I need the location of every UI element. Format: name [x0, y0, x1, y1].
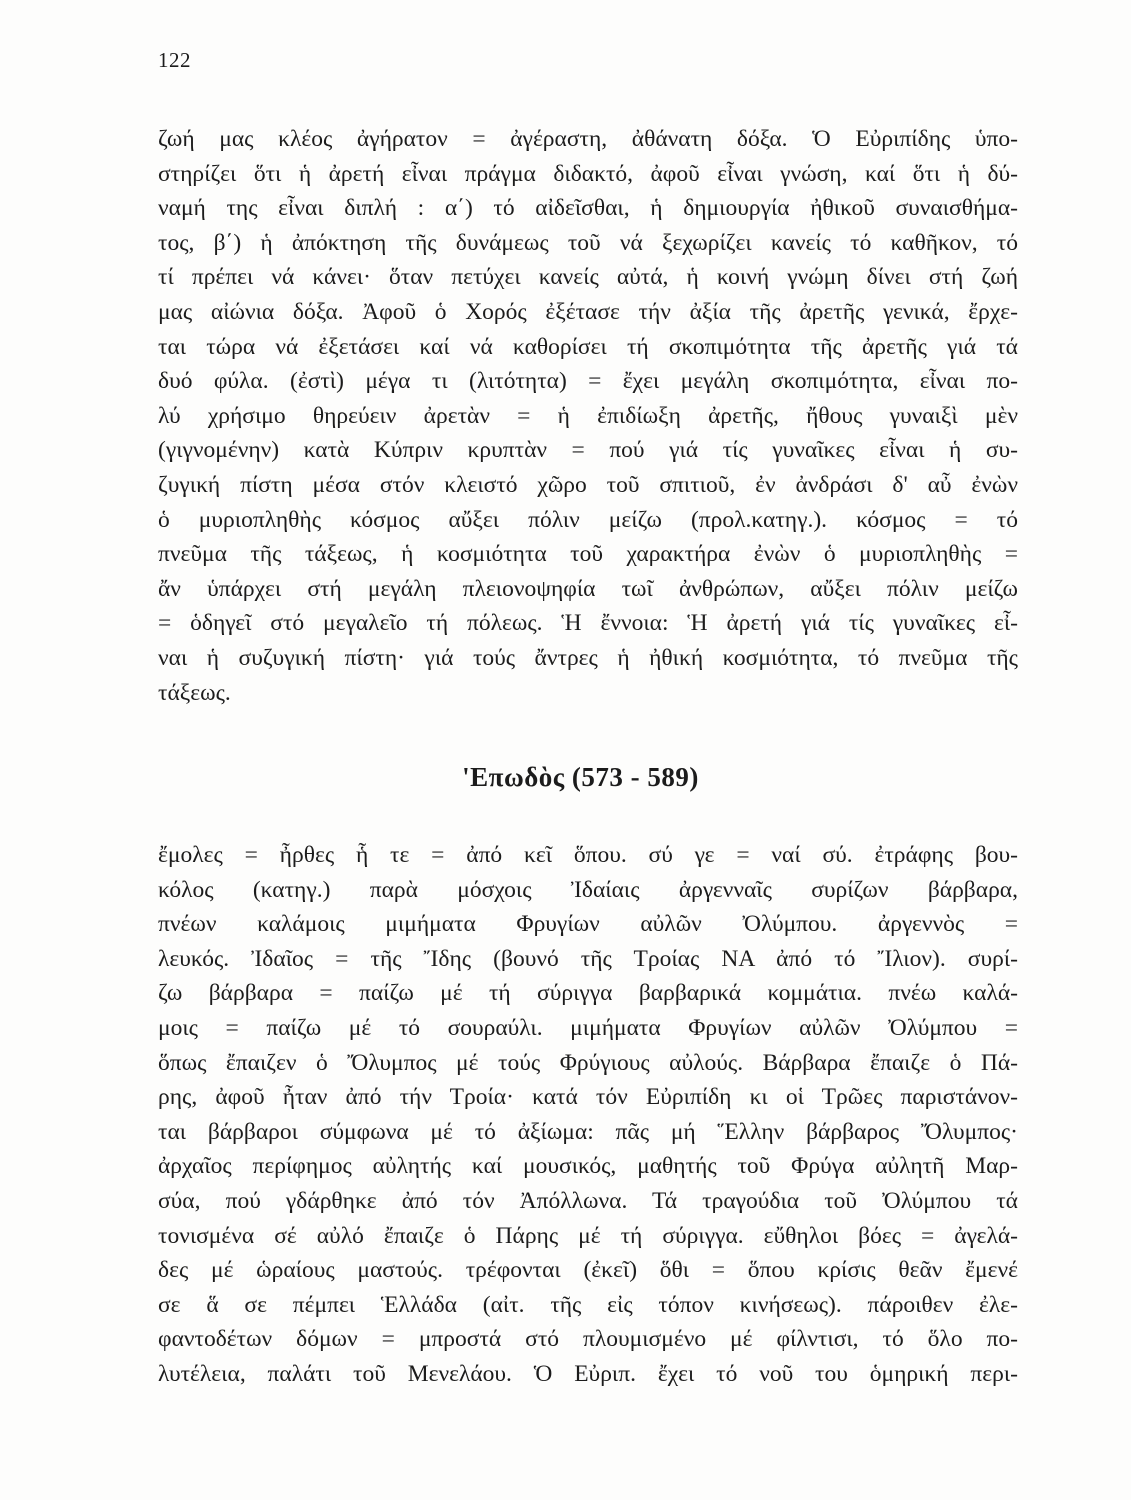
text-line: ναμή της εἶναι διπλή : α΄) τό αἰδεῖσθαι, ἡ δημιουργία ἠθικοῦ συναισθήμα- [158, 195, 1018, 222]
section-heading-text: 'Επωδὸς (573 - 589) [462, 762, 699, 792]
text-line: ἔμολες = ἦρθες ἧ τε = ἀπό κεῖ ὅπου. σύ γε = ναί σύ. ἐτράφης βου- [158, 842, 1018, 868]
text-line: πνέων καλάμοις μιμήματα Φρυγίων αὐλῶν Ὀλύμπου. ἀργεννὸς = [158, 911, 1018, 938]
text-line: φαντοδέτων δόμων = μπροστά στό πλουμισμένο μέ φίλντισι, τό ὅλο πο- [158, 1326, 1018, 1353]
text-line: λευκός. Ἰδαῖος = τῆς Ἴδης (βουνό τῆς Τροίας ΝΑ ἀπό τό Ἴλιον). συρί- [158, 945, 1018, 972]
text-line: ναι ἡ συζυγική πίστη· γιά τούς ἄντρες ἡ ἠθική κοσμιότητα, τό πνεῦμα τῆς [158, 644, 1018, 671]
text-line: ὅπως ἔπαιζεν ὁ Ὄλυμπος μέ τούς Φρύγιους αὐλούς. Βάρβαρα ἔπαιζε ὁ Πά- [158, 1049, 1018, 1076]
text-line: = ὁδηγεῖ στό μεγαλεῖο τή πόλεως. Ἡ ἔννοια: Ἡ ἀρετή γιά τίς γυναῖκες εἶ- [158, 610, 1018, 637]
text-line: τος, β΄) ἡ ἀπόκτηση τῆς δυνάμεως τοῦ νά ξεχωρίζει κανείς τό καθῆκον, τό [158, 229, 1018, 256]
text-line: ζω βάρβαρα = παίζω μέ τή σύριγγα βαρβαρικά κομμάτια. πνέω καλά- [158, 980, 1018, 1007]
text-line: κόλος (κατηγ.) παρὰ μόσχοις Ἰδαίαις ἀργενναῖς συρίζων βάρβαρα, [158, 876, 1018, 903]
text-line: δες μέ ὡραίους μαστούς. τρέφονται (ἐκεῖ) ὅθι = ὅπου κρίσις θεᾶν ἔμενέ [158, 1257, 1018, 1284]
text-line: μοις = παίζω μέ τό σουραύλι. μιμήματα Φρυγίων αὐλῶν Ὀλύμπου = [158, 1014, 1018, 1041]
page-number: 122 [158, 48, 191, 72]
text-line: ἀρχαῖος περίφημος αὐλητής καί μουσικός, μαθητής τοῦ Φρύγα αὐλητῆ Μαρ- [158, 1153, 1018, 1180]
text-line: τονισμένα σέ αὐλό ἔπαιζε ὁ Πάρης μέ τή σύριγγα. εὔθηλοι βόες = ἀγελά- [158, 1222, 1018, 1249]
text-line: σε ἅ σε πέμπει Ἑλλάδα (αἰτ. τῆς εἰς τόπον κινήσεως). πάροιθεν ἐλε- [158, 1291, 1018, 1318]
text-line: πνεῦμα τῆς τάξεως, ἡ κοσμιότητα τοῦ χαρακτήρα ἐνὼν ὁ μυριοπληθὴς = [158, 541, 1018, 568]
text-line: ζυγική πίστη μέσα στόν κλειστό χῶρο τοῦ σπιτιοῦ, ἐν ἀνδράσι δ' αὖ ἐνὼν [158, 471, 1018, 498]
text-line: ται τώρα νά ἐξετάσει καί νά καθορίσει τή σκοπιμότητα τῆς ἀρετῆς γιά τά [158, 333, 1018, 360]
text-line: τάξεως. [158, 679, 231, 706]
text-line: δυό φύλα. (ἐστὶ) μέγα τι (λιτότητα) = ἔχει μεγάλη σκοπιμότητα, εἶναι πο- [158, 368, 1018, 395]
text-line: (γιγνομένην) κατὰ Κύπριν κρυπτὰν = πού γιά τίς γυναῖκες εἶναι ἡ συ- [158, 437, 1018, 464]
text-line: ζωή μας κλέος ἀγήρατον = ἀγέραστη, ἀθάνατη δόξα. Ὁ Εὐριπίδης ὑπο- [158, 126, 1018, 152]
text-line: στηρίζει ὅτι ἡ ἀρετή εἶναι πράγμα διδακτό, ἀφοῦ εἶναι γνώση, καί ὅτι ἡ δύ- [158, 160, 1018, 187]
text-line: λύ χρήσιμο θηρεύειν ἀρετὰν = ἡ ἐπιδίωξη ἀρετῆς, ἤθους γυναιξὶ μὲν [158, 402, 1018, 429]
text-line: λυτέλεια, παλάτι τοῦ Μενελάου. Ὁ Εὐριπ. ἔχει τό νοῦ του ὁμηρική περι- [158, 1360, 1018, 1387]
section-heading [0, 762, 1131, 793]
text-line: ὁ μυριοπληθὴς κόσμος αὔξει πόλιν μείζω (προλ.κατηγ.). κόσμος = τό [158, 506, 1018, 533]
commentary-paragraph-1 [158, 122, 1018, 710]
text-line: ρης, ἀφοῦ ἦταν ἀπό τήν Τροία· κατά τόν Εὐριπίδη κι οἱ Τρῶες παριστάνον- [158, 1084, 1018, 1111]
text-line: τί πρέπει νά κάνει· ὅταν πετύχει κανείς αὐτά, ἡ κοινή γνώμη δίνει στή ζωή [158, 264, 1018, 291]
text-line: ἄν ὑπάρχει στή μεγάλη πλειονοψηφία τω̃ι ἀνθρώπων, αὔξει πόλιν μείζω [158, 575, 1018, 602]
text-line: μας αἰώνια δόξα. Ἀφοῦ ὁ Χορός ἐξέτασε τήν ἀξία τῆς ἀρετῆς γενικά, ἔρχε- [158, 298, 1018, 325]
text-line: ται βάρβαροι σύμφωνα μέ τό ἀξίωμα: πᾶς μή Ἕλλην βάρβαρος Ὄλυμπος· [158, 1118, 1018, 1145]
text-line: σύα, πού γδάρθηκε ἀπό τόν Ἀπόλλωνα. Τά τραγούδια τοῦ Ὀλύμπου τά [158, 1187, 1018, 1214]
commentary-paragraph-2 [158, 838, 1018, 1392]
